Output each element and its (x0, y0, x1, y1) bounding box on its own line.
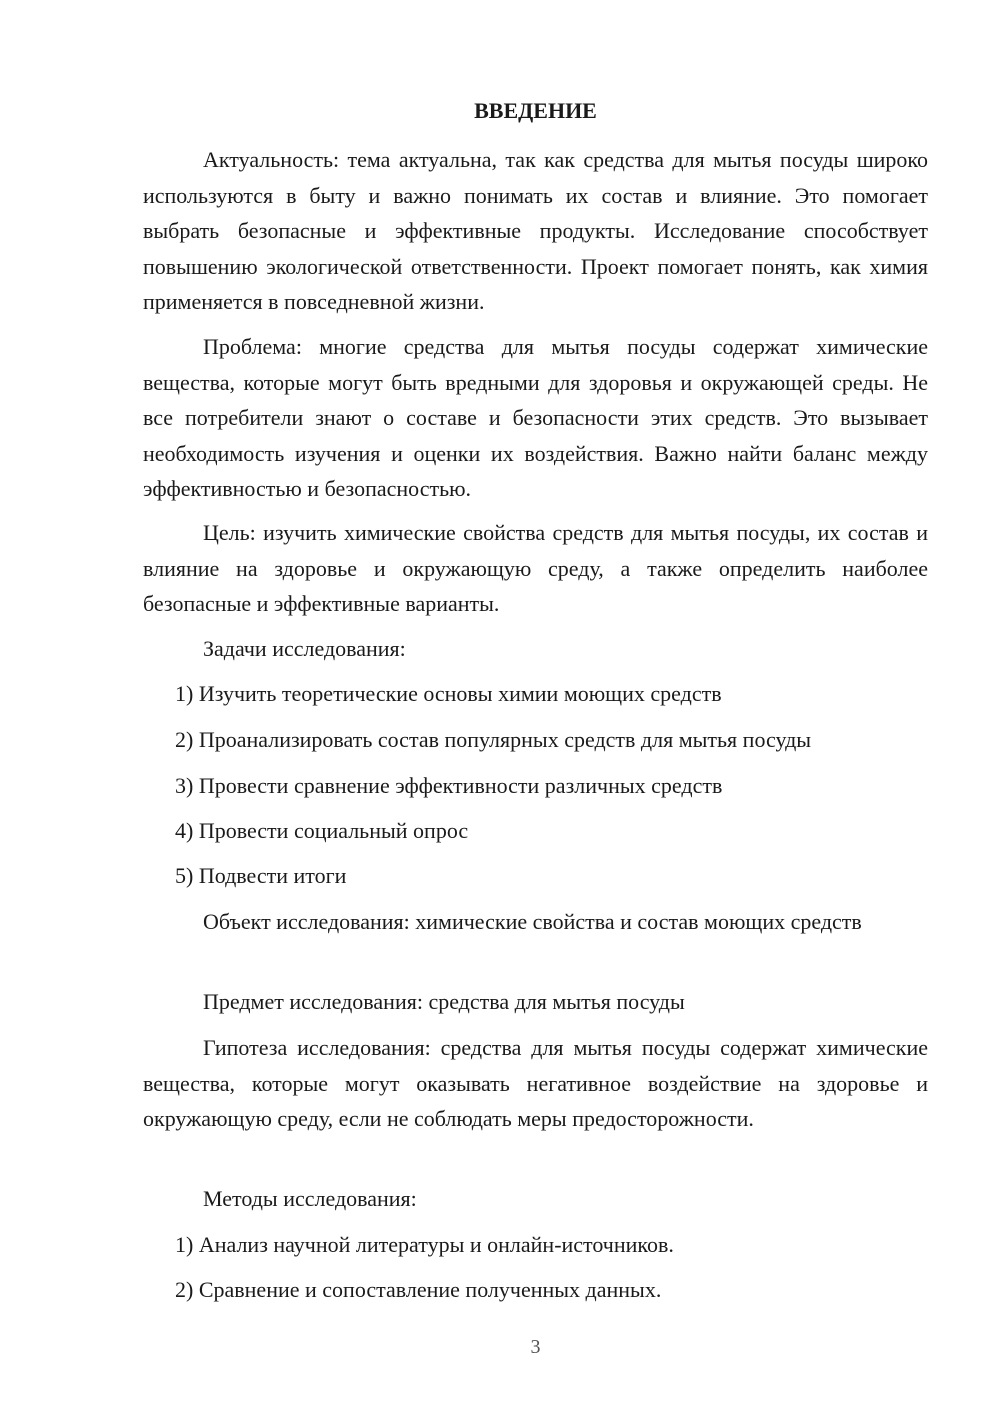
page-number: 3 (530, 1336, 541, 1358)
paragraph-problem: Проблема: многие средства для мытья посуды содержат химические вещества, которые могут быть вредными для здоровья и окружающей среды. Не все потребители знают о составе и безопасности этих средств. Это вызывает необходимость изучения и оценки их воздействия. Важно найти баланс между эффективностью и безопасностью. (143, 334, 928, 501)
task-item-5: 5) Подвести итоги (175, 863, 347, 888)
task-item-3: 3) Провести сравнение эффективности различных средств (175, 773, 723, 798)
paragraph-object: Объект исследования: химические свойства и состав моющих средств (203, 909, 862, 934)
method-item-1: 1) Анализ научной литературы и онлайн-источников. (175, 1232, 674, 1257)
tasks-heading: Задачи исследования: (203, 636, 406, 661)
task-item-4: 4) Провести социальный опрос (175, 818, 469, 843)
methods-heading: Методы исследования: (203, 1186, 417, 1211)
page-title: ВВЕДЕНИЕ (474, 98, 597, 123)
paragraph-hypothesis: Гипотеза исследования: средства для мытья посуды содержат химические вещества, которые могут оказывать негативное воздействие на здоровье и окружающую среду, если не соблюдать меры предосторожности. (143, 1035, 928, 1131)
task-item-1: 1) Изучить теоретические основы химии моющих средств (175, 681, 722, 706)
document-page (143, 0, 928, 1414)
paragraph-relevance: Актуальность: тема актуальна, так как средства для мытья посуды широко используются в быту и важно понимать их состав и влияние. Это помогает выбрать безопасные и эффективные продукты. Исследование способствует повышению экологической ответственности. Проект помогает понять, как химия применяется в повседневной жизни. (143, 147, 928, 314)
task-item-2: 2) Проанализировать состав популярных средств для мытья посуды (175, 727, 812, 752)
paragraph-subject: Предмет исследования: средства для мытья посуды (203, 989, 685, 1014)
paragraph-goal: Цель: изучить химические свойства средств для мытья посуды, их состав и влияние на здоровье и окружающую среду, а также определить наиболее безопасные и эффективные варианты. (143, 520, 928, 616)
method-item-2: 2) Сравнение и сопоставление полученных данных. (175, 1277, 662, 1302)
